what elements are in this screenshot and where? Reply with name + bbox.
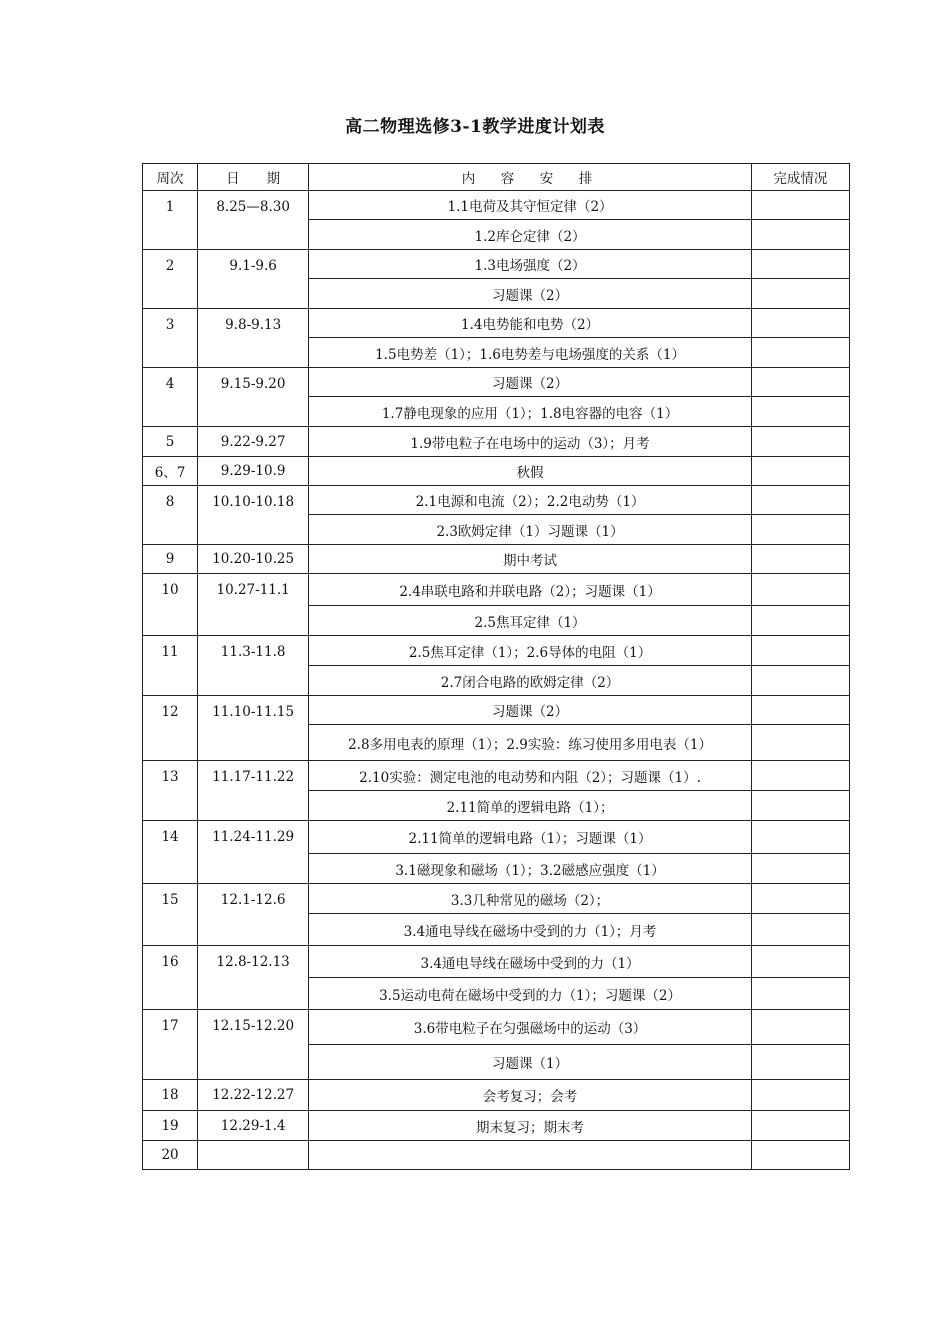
status-cell [751, 279, 849, 309]
table-row [143, 545, 850, 574]
content-cell: 2.11简单的逻辑电路（1）；习题课（1） [309, 821, 752, 854]
table-row [143, 457, 850, 486]
content-cell: 习题课（2） [309, 279, 752, 309]
table-row [143, 636, 850, 666]
status-cell [751, 666, 849, 696]
status-cell [751, 1141, 849, 1170]
header-row [143, 164, 850, 191]
header-content: 内 容 安 排 [309, 164, 752, 191]
content-cell: 1.1电荷及其守恒定律（2） [309, 191, 752, 220]
week-cell: 13 [143, 761, 198, 821]
status-cell [751, 309, 849, 338]
date-cell: 10.27-11.1 [198, 574, 309, 636]
status-cell [751, 515, 849, 545]
week-cell: 8 [143, 486, 198, 545]
week-cell: 4 [143, 368, 198, 427]
week-cell: 16 [143, 946, 198, 1010]
content-cell: 2.5焦耳定律（1）；2.6导体的电阻（1） [309, 636, 752, 666]
table-row [143, 191, 850, 220]
table-row [143, 427, 850, 457]
content-cell: 2.11简单的逻辑电路（1）； [309, 791, 752, 821]
content-cell: 3.3几种常见的磁场（2）； [309, 884, 752, 914]
status-cell [751, 946, 849, 978]
content-cell: 3.1磁现象和磁场（1）；3.2磁感应强度（1） [309, 854, 752, 884]
content-cell: 3.6带电粒子在匀强磁场中的运动（3） [309, 1010, 752, 1045]
date-cell: 12.15-12.20 [198, 1010, 309, 1080]
content-cell: 3.4通电导线在磁场中受到的力（1） [309, 946, 752, 978]
content-cell: 2.8多用电表的原理（1）；2.9实验：练习使用多用电表（1） [309, 725, 752, 761]
table-row [143, 821, 850, 854]
status-cell [751, 1080, 849, 1111]
status-cell [751, 821, 849, 854]
date-cell: 9.29-10.9 [198, 457, 309, 486]
content-cell: 1.2库仑定律（2） [309, 220, 752, 250]
date-cell: 11.24-11.29 [198, 821, 309, 884]
week-cell: 10 [143, 574, 198, 636]
status-cell [751, 574, 849, 606]
status-cell [751, 368, 849, 397]
header-status: 完成情况 [751, 164, 849, 191]
date-cell: 11.10-11.15 [198, 696, 309, 761]
content-cell: 1.4电势能和电势（2） [309, 309, 752, 338]
date-cell: 9.8-9.13 [198, 309, 309, 368]
content-cell: 会考复习；会考 [309, 1080, 752, 1111]
table-row [143, 1080, 850, 1111]
table-row [143, 486, 850, 515]
week-cell: 6、7 [143, 457, 198, 486]
content-cell [309, 1141, 752, 1170]
schedule-body [143, 191, 850, 1170]
content-cell: 期中考试 [309, 545, 752, 574]
week-cell: 11 [143, 636, 198, 696]
content-cell: 2.3欧姆定律（1）习题课（1） [309, 515, 752, 545]
status-cell [751, 397, 849, 427]
page-title: 高二物理选修3-1教学进度计划表 [345, 117, 605, 137]
week-cell: 19 [143, 1111, 198, 1141]
date-cell: 9.1-9.6 [198, 250, 309, 309]
status-cell [751, 725, 849, 761]
table-row [143, 884, 850, 914]
status-cell [751, 1045, 849, 1080]
status-cell [751, 696, 849, 725]
header-week: 周次 [143, 164, 198, 191]
content-cell: 3.5运动电荷在磁场中受到的力（1）；习题课（2） [309, 978, 752, 1010]
date-cell: 12.8-12.13 [198, 946, 309, 1010]
status-cell [751, 914, 849, 946]
week-cell: 15 [143, 884, 198, 946]
week-cell: 17 [143, 1010, 198, 1080]
content-cell: 2.5焦耳定律（1） [309, 606, 752, 636]
content-cell: 习题课（1） [309, 1045, 752, 1080]
week-cell: 1 [143, 191, 198, 250]
date-cell: 12.22-12.27 [198, 1080, 309, 1111]
status-cell [751, 1111, 849, 1141]
content-cell: 1.7静电现象的应用（1）；1.8电容器的电容（1） [309, 397, 752, 427]
week-cell: 14 [143, 821, 198, 884]
status-cell [751, 1010, 849, 1045]
date-cell: 12.29-1.4 [198, 1111, 309, 1141]
date-cell: 8.25—8.30 [198, 191, 309, 250]
status-cell [751, 250, 849, 279]
status-cell [751, 545, 849, 574]
schedule-table [142, 163, 850, 1170]
status-cell [751, 606, 849, 636]
week-cell: 12 [143, 696, 198, 761]
status-cell [751, 191, 849, 220]
week-cell: 5 [143, 427, 198, 457]
status-cell [751, 457, 849, 486]
content-cell: 3.4通电导线在磁场中受到的力（1）；月考 [309, 914, 752, 946]
content-cell: 2.1电源和电流（2）；2.2电动势（1） [309, 486, 752, 515]
date-cell: 12.1-12.6 [198, 884, 309, 946]
content-cell: 期末复习；期末考 [309, 1111, 752, 1141]
date-cell: 9.15-9.20 [198, 368, 309, 427]
week-cell: 3 [143, 309, 198, 368]
content-cell: 2.4串联电路和并联电路（2）；习题课（1） [309, 574, 752, 606]
date-cell: 10.10-10.18 [198, 486, 309, 545]
week-cell: 20 [143, 1141, 198, 1170]
content-cell: 秋假 [309, 457, 752, 486]
date-cell: 11.17-11.22 [198, 761, 309, 821]
status-cell [751, 761, 849, 791]
status-cell [751, 220, 849, 250]
status-cell [751, 427, 849, 457]
status-cell [751, 791, 849, 821]
table-row [143, 368, 850, 397]
status-cell [751, 884, 849, 914]
week-cell: 2 [143, 250, 198, 309]
header-date: 日 期 [198, 164, 309, 191]
status-cell [751, 978, 849, 1010]
status-cell [751, 338, 849, 368]
content-cell: 1.3电场强度（2） [309, 250, 752, 279]
table-row [143, 761, 850, 791]
content-cell: 习题课（2） [309, 696, 752, 725]
table-row [143, 1141, 850, 1170]
table-row [143, 250, 850, 279]
status-cell [751, 486, 849, 515]
date-cell [198, 1141, 309, 1170]
week-cell: 18 [143, 1080, 198, 1111]
table-row [143, 696, 850, 725]
status-cell [751, 636, 849, 666]
table-row [143, 574, 850, 606]
table-row [143, 1111, 850, 1141]
week-cell: 9 [143, 545, 198, 574]
table-row [143, 946, 850, 978]
date-cell: 10.20-10.25 [198, 545, 309, 574]
content-cell: 1.5电势差（1）；1.6电势差与电场强度的关系（1） [309, 338, 752, 368]
table-row [143, 309, 850, 338]
date-cell: 11.3-11.8 [198, 636, 309, 696]
content-cell: 2.10实验：测定电池的电动势和内阻（2）；习题课（1）. [309, 761, 752, 791]
content-cell: 1.9带电粒子在电场中的运动（3）；月考 [309, 427, 752, 457]
content-cell: 2.7闭合电路的欧姆定律（2） [309, 666, 752, 696]
table-row [143, 1010, 850, 1045]
content-cell: 习题课（2） [309, 368, 752, 397]
date-cell: 9.22-9.27 [198, 427, 309, 457]
status-cell [751, 854, 849, 884]
